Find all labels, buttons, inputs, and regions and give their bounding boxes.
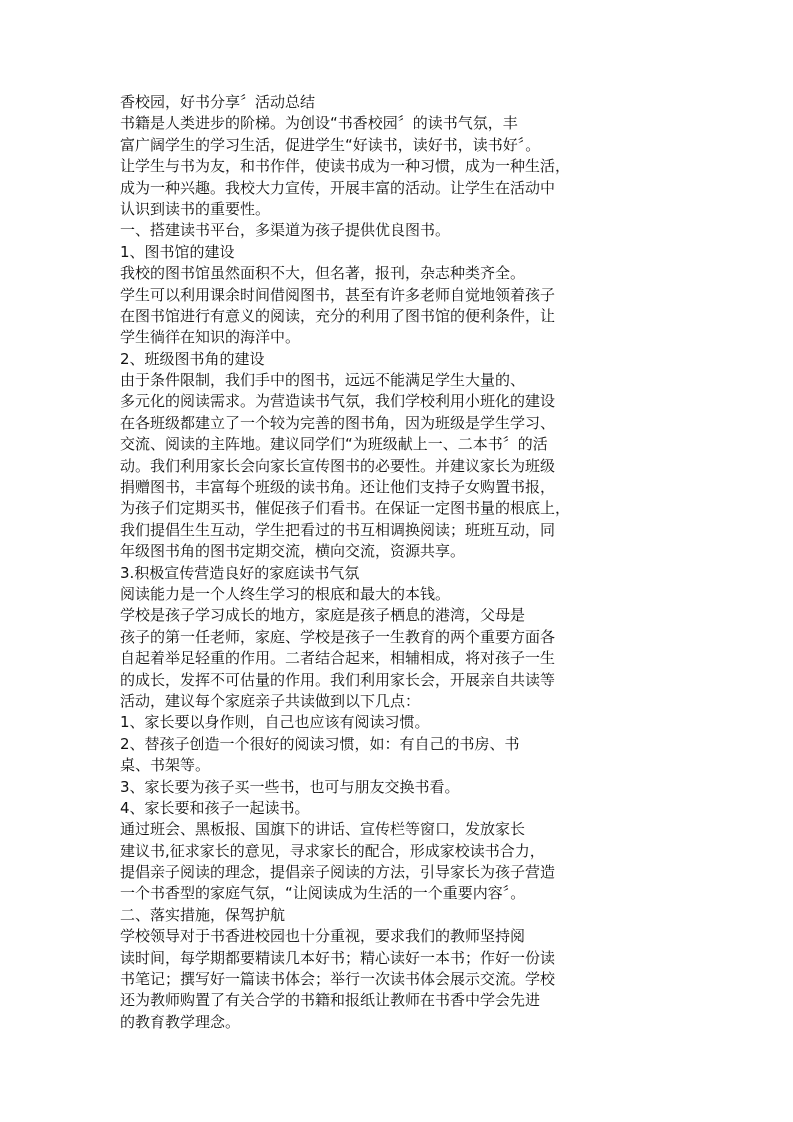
section-heading: 一、搭建读书平台，多渠道为孩子提供优良图书。 [120, 221, 451, 240]
text-line: 活动，建议每个家庭亲子共读做到以下几点： [120, 691, 421, 710]
text-line: 学校是孩子学习成长的地方，家庭是孩子栖息的港湾，父母是 [120, 606, 526, 625]
text-line: 的成长，发挥不可估量的作用。我们利用家长会，开展亲自共读等 [120, 670, 556, 689]
text-line: 学生可以利用课余时间借阅图书，甚至有许多老师自觉地领着孩子 [120, 285, 556, 304]
text-line: 学校领导对于书香进校园也十分重视，要求我们的教师坚持阅 [120, 927, 526, 946]
text-line: 还为教师购置了有关合学的书籍和报纸让教师在书香中学会先进 [120, 991, 541, 1010]
list-item: 4、家长要和孩子一起读书。 [120, 798, 310, 817]
text-line: 学生徜徉在知识的海洋中。 [120, 328, 301, 347]
text-line: 书籍是人类进步的阶梯。为创设“书香校园〞的读书气氛，丰 [120, 114, 518, 133]
text-line: 我们提倡生生互动，学生把看过的书互相调换阅读；班班互动，同 [120, 520, 556, 539]
text-line: 孩子的第一任老师，家庭、学校是孩子一生教育的两个重要方面各 [120, 627, 556, 646]
text-line: 多元化的阅读需求。为营造读书气氛，我们学校利用小班化的建设 [120, 392, 556, 411]
text-line: 阅读能力是一个人终生学习的根底和最大的本钱。 [120, 584, 451, 603]
title-line: 香校园，好书分享〞活动总结 [120, 93, 316, 111]
text-line: 年级图书角的图书定期交流，横向交流，资源共享。 [120, 542, 466, 561]
text-line: 交流、阅读的主阵地。建议同学们“为班级献上一、二本书〞的活 [120, 435, 548, 454]
text-line: 建议书,征求家长的意见，寻求家长的配合，形成家校读书合力， [120, 841, 545, 860]
text-line: 我校的图书馆虽然面积不大，但名著，报刊，杂志种类齐全。 [120, 264, 526, 283]
text-line: 提倡亲子阅读的理念，提倡亲子阅读的方法，引导家长为孩子营造 [120, 863, 556, 882]
text-line: 动。我们利用家长会向家长宣传图书的必要性。并建议家长为班级 [120, 456, 556, 475]
text-line: 认识到读书的重要性。 [120, 199, 271, 218]
text-line: 桌、书架等。 [120, 756, 211, 775]
text-line: 的教育教学理念。 [120, 1012, 241, 1031]
subsection-heading: 2、班级图书角的建设 [120, 349, 265, 368]
text-line: 捐赠图书，丰富每个班级的读书角。还让他们支持子女购置书报， [120, 478, 556, 497]
text-line: 为孩子们定期买书，催促孩子们看书。在保证一定图书量的根底上， [120, 499, 571, 518]
subsection-heading: 1、图书馆的建设 [120, 242, 235, 261]
list-item: 2、替孩子创造一个很好的阅读习惯，如：有自己的书房、书 [120, 734, 520, 753]
text-line: 由于条件限制，我们手中的图书，远远不能满足学生大量的、 [120, 371, 526, 390]
subsection-heading: 3.积极宣传营造良好的家庭读书气氛 [120, 563, 360, 582]
text-line: 在图书馆进行有意义的阅读，充分的利用了图书馆的便利条件，让 [120, 306, 556, 325]
document-body [120, 92, 720, 1033]
section-heading: 二、落实措施，保驾护航 [120, 905, 286, 924]
text-line: 读时间，每学期都要精读几本好书；精心读好一本书；作好一份读 [120, 948, 556, 967]
text-line: 成为一种兴趣。我校大力宣传，开展丰富的活动。让学生在活动中 [120, 178, 556, 197]
text-line: 书笔记；撰写好一篇读书体会；举行一次读书体会展示交流。学校 [120, 970, 556, 989]
text-line: 富广阔学生的学习生活，促进学生“好读书，读好书，读书好〞。 [120, 135, 541, 154]
text-line: 一个书香型的家庭气氛，“让阅读成为生活的一个重要内容〞。 [120, 884, 526, 903]
list-item: 1、家长要以身作则，自己也应该有阅读习惯。 [120, 713, 430, 732]
text-line: 通过班会、黑板报、国旗下的讲话、宣传栏等窗口，发放家长 [120, 820, 526, 839]
text-line: 自起着举足轻重的作用。二者结合起来，相辅相成，将对孩子一生 [120, 649, 556, 668]
text-line: 在各班级都建立了一个较为完善的图书角，因为班级是学生学习、 [120, 413, 556, 432]
list-item: 3、家长要为孩子买一些书，也可与朋友交换书看。 [120, 777, 460, 796]
text-line: 让学生与书为友，和书作伴，使读书成为一种习惯，成为一种生活， [120, 157, 571, 176]
